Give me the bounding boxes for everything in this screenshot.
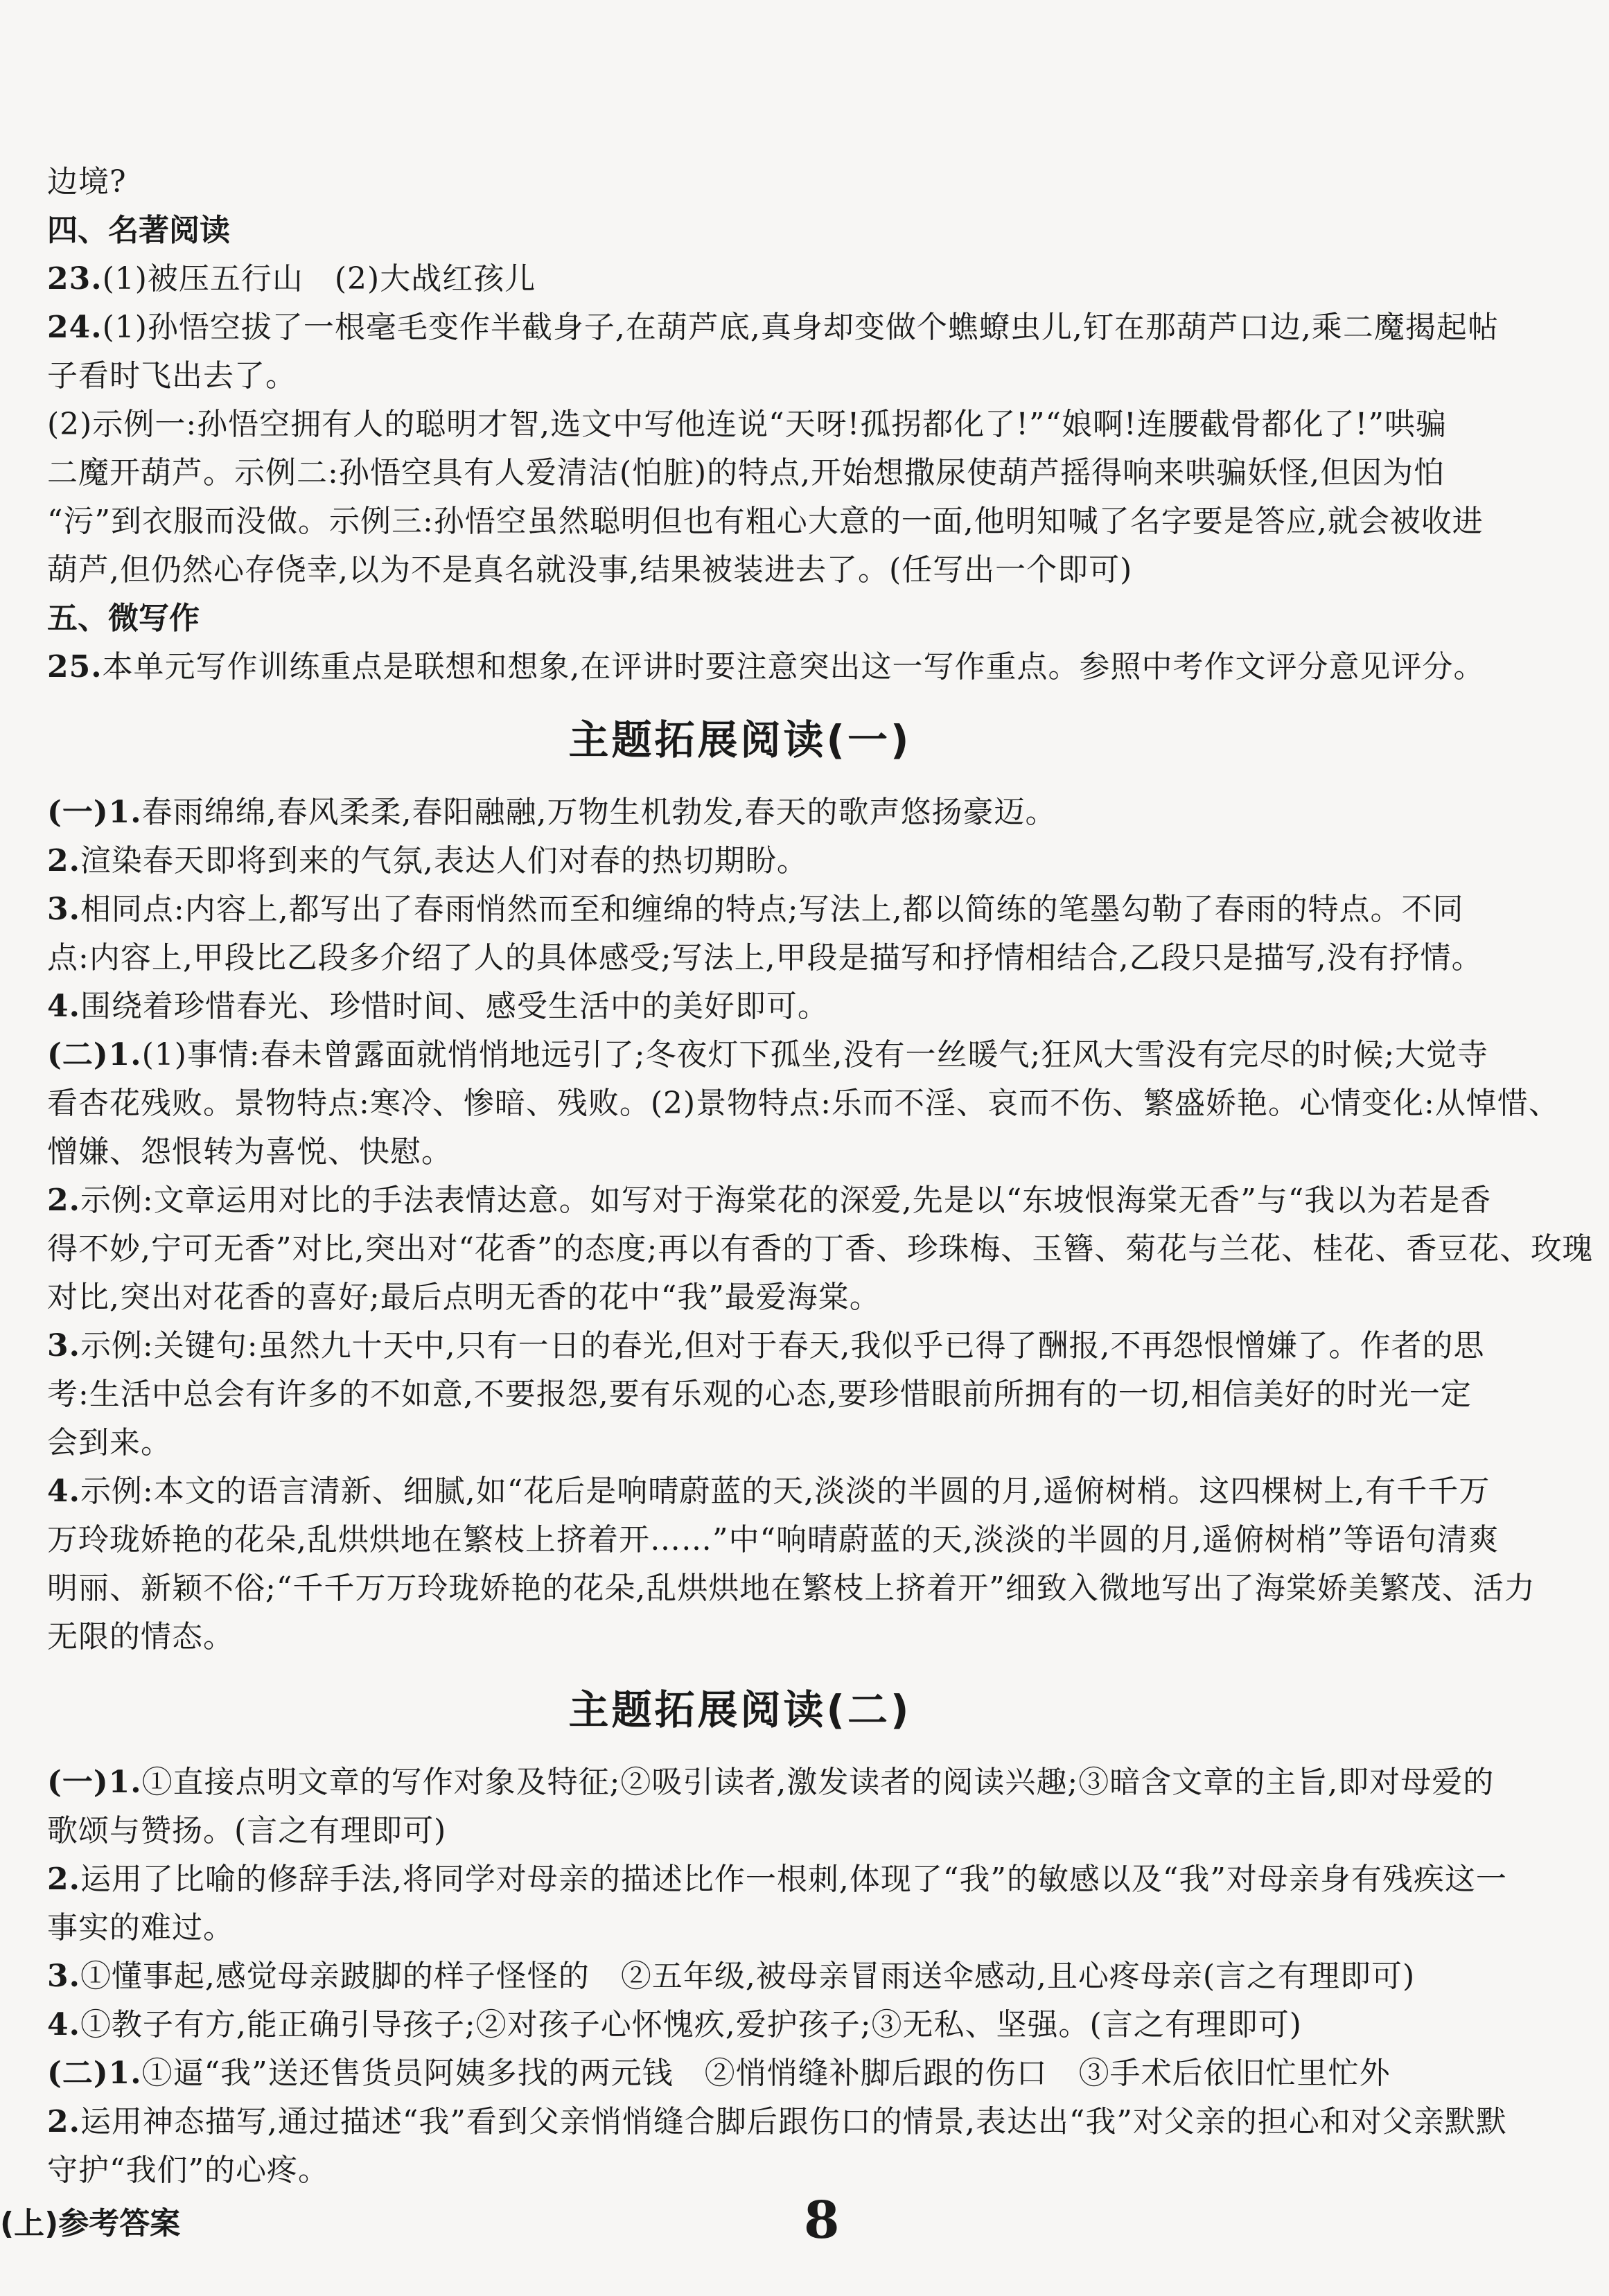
answer-text: 憎嫌、怨恨转为喜悦、快慰。 [47, 1134, 452, 1169]
section-famous-reading [47, 255, 1499, 594]
answer-text: 无限的情态。 [47, 1619, 234, 1654]
answer-line [47, 449, 1445, 497]
answer-text: 运用神态描写,通过描述“我”看到父亲悄悄缝合脚后跟伤口的情景,表达出“我”对父亲的担心和对父亲默默 [80, 2104, 1507, 2139]
answer-line [47, 1855, 1507, 1904]
answer-text: 示例:文章运用对比的手法表情达意。如写对于海棠花的深爱,先是以“东坡恨海棠无香”与“我以为若是香 [80, 1183, 1492, 1218]
answer-line [47, 1467, 1491, 1516]
answer-line [47, 643, 1485, 691]
answer-text: 相同点:内容上,都写出了春雨悄然而至和缠绵的特点;写法上,都以简练的笔墨勾勒了春雨的特点。不同 [80, 892, 1464, 927]
answer-line [47, 2098, 1507, 2146]
question-number: 4. [47, 989, 80, 1024]
answer-text: 歌颂与赞扬。(言之有理即可) [47, 1813, 447, 1848]
answer-text: 对比,突出对花香的喜好;最后点明无香的花中“我”最爱海棠。 [47, 1280, 881, 1315]
answer-text: ①逼“我”送还售货员阿姨多找的两元钱 ②悄悄缝补脚后跟的伤口 ③手术后依旧忙里忙外 [141, 2056, 1391, 2091]
answer-text: 运用了比喻的修辞手法,将同学对母亲的描述比作一根刺,体现了“我”的敏感以及“我”对母亲身有残疾这一 [80, 1862, 1507, 1897]
question-number: 2. [47, 1862, 80, 1897]
answer-line [47, 1225, 1594, 1273]
answer-line [47, 352, 1433, 400]
question-number: (二)1. [47, 2056, 142, 2091]
question-number: (二)1. [47, 1037, 142, 1072]
answer-text: 示例:关键句:虽然九十天中,只有一日的春光,但对于春天,我似乎已得了酬报,不再怨恨憎嫌了。作者的思 [80, 1328, 1485, 1363]
answer-line [47, 1031, 1489, 1079]
section-heading-famous-reading: 四、名著阅读 [47, 213, 230, 248]
section-heading-micro-writing: 五、微写作 [47, 601, 200, 636]
question-number: 2. [47, 1183, 80, 1218]
answer-text: 子看时飞出去了。 [47, 358, 297, 394]
section-micro-writing [47, 643, 1485, 691]
answer-text: 点:内容上,甲段比乙段多介绍了人的具体感受;写法上,甲段是描写和抒情相结合,乙段只是描写,没有抒情。 [47, 940, 1483, 975]
answer-text: 会到来。 [47, 1425, 172, 1460]
answer-line [47, 1807, 1433, 1855]
question-number: (一)1. [47, 1765, 142, 1800]
theme-title-1: 主题拓展阅读(一) [568, 716, 912, 763]
answer-text: 本单元写作训练重点是联想和想象,在评讲时要注意突出这一写作重点。参照中考作文评分意见评分。 [102, 649, 1485, 685]
question-number: 3. [47, 892, 80, 927]
question-number: 2. [47, 2104, 80, 2139]
answer-text: (1)被压五行山 (2)大战红孩儿 [102, 261, 536, 297]
answer-line [47, 1564, 1536, 1613]
answer-line [47, 1370, 1472, 1419]
answer-line [47, 1322, 1485, 1370]
answer-line [47, 400, 1447, 449]
answer-page [47, 158, 1594, 2195]
answer-text: 事实的难过。 [47, 1910, 234, 1945]
answer-line [47, 2049, 1433, 2098]
question-number: 23. [47, 261, 103, 297]
answer-line [47, 788, 1433, 837]
answer-line [47, 982, 1433, 1031]
answer-line [47, 1904, 1433, 1952]
answer-text: (1)孙悟空拔了一根毫毛变作半截身子,在葫芦底,真身却变做个蟭蟟虫儿,钉在那葫芦口边,乘二魔揭起帖 [102, 310, 1499, 345]
answer-text: 围绕着珍惜春光、珍惜时间、感受生活中的美好即可。 [80, 989, 829, 1024]
answer-text: 考:生活中总会有许多的不如意,不要报怨,要有乐观的心态,要珍惜眼前所拥有的一切,相信美好的时光一定 [47, 1377, 1472, 1412]
page-footer [0, 2191, 1609, 2252]
answer-text: (1)事情:春未曾露面就悄悄地远引了;冬夜灯下孤坐,没有一丝暖气;狂风大雪没有完尽的时候;大觉寺 [141, 1037, 1489, 1072]
question-number: 24. [47, 310, 103, 345]
theme-title-2: 主题拓展阅读(二) [568, 1686, 912, 1733]
question-number: 4. [47, 1474, 80, 1509]
answer-line [47, 2146, 1433, 2195]
answer-line [47, 837, 1433, 885]
answer-text: 明丽、新颖不俗;“千千万万玲珑娇艳的花朵,乱烘烘地在繁枝上挤着开”细致入微地写出了海棠娇美繁茂、活力 [47, 1571, 1536, 1606]
answer-line [47, 255, 1433, 303]
answer-text: 守护“我们”的心疼。 [47, 2153, 329, 2188]
answer-text: 春雨绵绵,春风柔柔,春阳融融,万物生机勃发,春天的歌声悠扬豪迈。 [141, 795, 1057, 830]
question-number: (一)1. [47, 795, 142, 830]
answer-line [47, 2001, 1433, 2049]
answer-text: 看杏花残败。景物特点:寒冷、惨暗、残败。(2)景物特点:乐而不淫、哀而不伤、繁盛娇艳。心情变化:从悼惜、 [47, 1086, 1560, 1121]
answer-text: 万玲珑娇艳的花朵,乱烘烘地在繁枝上挤着开……”中“响晴蔚蓝的天,淡淡的半圆的月,遥俯树梢”等语句清爽 [47, 1522, 1500, 1557]
question-number: 3. [47, 1959, 80, 1994]
answer-text: ①懂事起,感觉母亲跛脚的样子怪怪的 ②五年级,被母亲冒雨送伞感动,且心疼母亲(言之有理即可) [80, 1959, 1416, 1994]
answer-text: 渲染春天即将到来的气氛,表达人们对春的热切期盼。 [80, 843, 808, 878]
intro-line: 边境? [47, 164, 127, 200]
answer-line [47, 885, 1464, 934]
theme-reading-2 [47, 1758, 1507, 2195]
answer-line [47, 1952, 1433, 2001]
answer-line [47, 1419, 1433, 1467]
answer-line [47, 934, 1483, 982]
answer-line [47, 1176, 1492, 1225]
answer-text: ①教子有方,能正确引导孩子;②对孩子心怀愧疚,爱护孩子;③无私、坚强。(言之有理即可) [80, 2007, 1302, 2042]
question-number: 4. [47, 2007, 80, 2042]
answer-text: 示例:本文的语言清新、细腻,如“花后是响晴蔚蓝的天,淡淡的半圆的月,遥俯树梢。这四棵树上,有千千万 [80, 1474, 1491, 1509]
answer-text: “污”到衣服而没做。示例三:孙悟空虽然聪明但也有粗心大意的一面,他明知喊了名字要是答应,就会被收进 [47, 504, 1484, 539]
footer-label: (上)参考答案 [0, 2206, 181, 2241]
answer-text: 二魔开葫芦。示例二:孙悟空具有人爱清洁(怕脏)的特点,开始想撒尿使葫芦摇得响来哄骗妖怪,但因为怕 [47, 455, 1445, 491]
answer-line [47, 546, 1433, 594]
question-number: 2. [47, 843, 80, 878]
question-number: 3. [47, 1328, 80, 1363]
theme-reading-1 [47, 788, 1594, 1661]
page-number: 8 [804, 2191, 840, 2250]
answer-line [47, 303, 1499, 352]
answer-line [47, 1516, 1500, 1564]
answer-line [47, 497, 1484, 546]
answer-line [47, 1079, 1560, 1128]
answer-line [47, 1273, 1433, 1322]
answer-text: (2)示例一:孙悟空拥有人的聪明才智,选文中写他连说“天呀!孤拐都化了!”“娘啊!连腰截骨都化了!”哄骗 [47, 407, 1447, 442]
answer-text: 得不妙,宁可无香”对比,突出对“花香”的态度;再以有香的丁香、珍珠梅、玉簪、菊花与兰花、桂花、香豆花、玫瑰 [47, 1231, 1594, 1266]
answer-line [47, 1613, 1433, 1661]
answer-line [47, 1128, 1433, 1176]
answer-text: ①直接点明文章的写作对象及特征;②吸引读者,激发读者的阅读兴趣;③暗含文章的主旨,即对母爱的 [141, 1765, 1495, 1800]
question-number: 25. [47, 649, 103, 685]
answer-line [47, 1758, 1495, 1807]
answer-text: 葫芦,但仍然心存侥幸,以为不是真名就没事,结果被装进去了。(任写出一个即可) [47, 552, 1133, 588]
